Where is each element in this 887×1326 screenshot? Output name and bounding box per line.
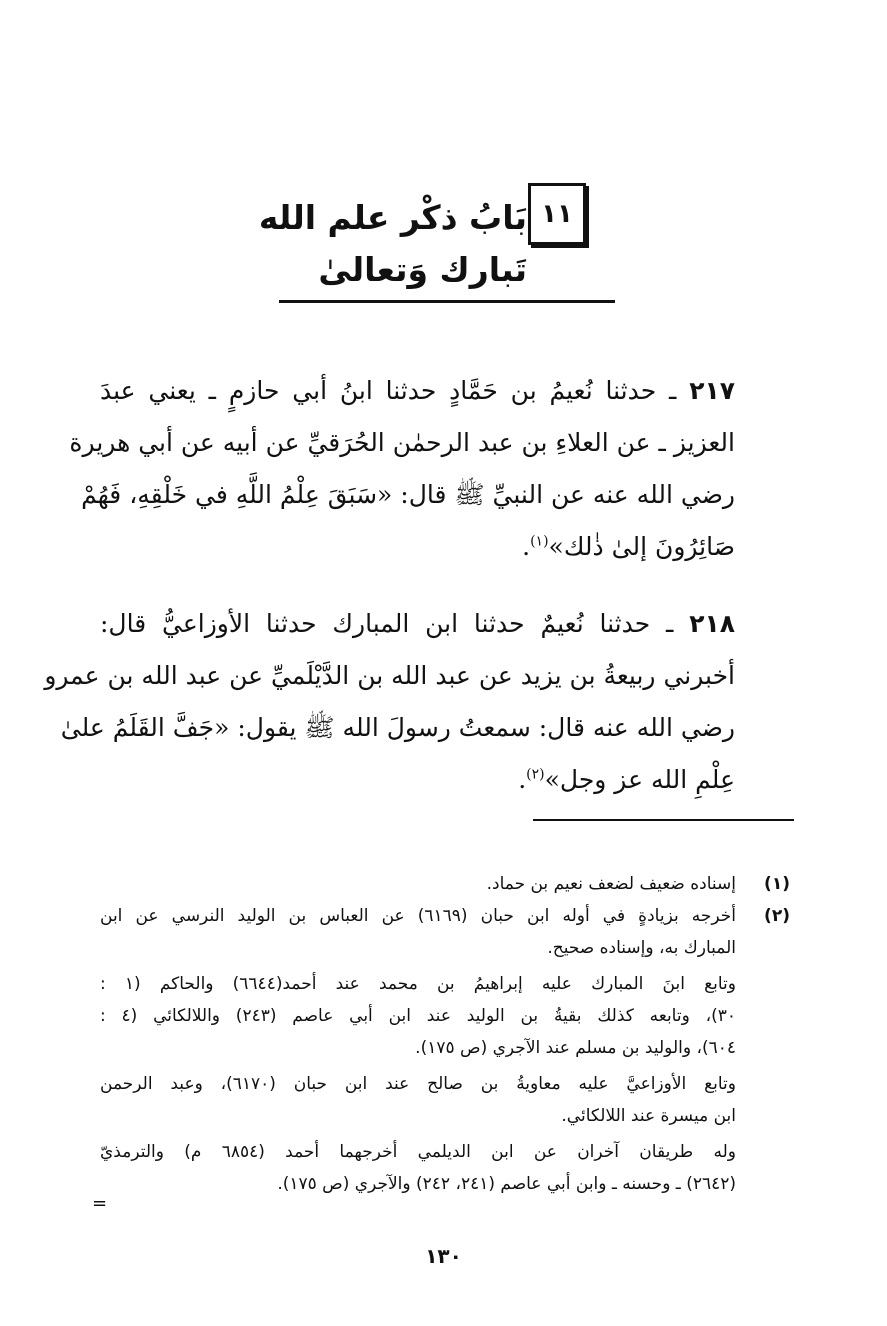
footnote-line: المبارك به، وإسناده صحيح. <box>547 938 736 958</box>
chapter-number: ١١ <box>541 199 573 229</box>
footnote-reference[interactable]: (٢) <box>526 766 545 783</box>
chapter-number-box <box>528 183 586 245</box>
chapter-title-line-1: بَابُ ذكْر علم الله <box>258 198 527 237</box>
footnote-paragraph <box>100 868 736 900</box>
footnote-reference[interactable]: (١) <box>530 533 549 550</box>
hadith-number: ٢١٨ <box>689 609 735 638</box>
footnote-paragraph <box>100 1136 736 1200</box>
footnote-line: ابن ميسرة عند اللالكائي. <box>561 1106 736 1126</box>
hadith-line: عِلْمِ الله عز وجل»$^{(٢)}$. <box>518 765 735 794</box>
footnote-2 <box>100 900 790 1200</box>
hadith-217 <box>69 365 735 573</box>
hadith-line: رضي الله عنه عن النبيِّ ﷺ قال: «سَبَقَ عِلْمُ اللَّهِ في خَلْقِهِ، فَهُمْ <box>81 480 735 509</box>
footnote-line: أخرجه بزيادةٍ في أوله ابن حبان (٦١٦٩) عن العباس بن الوليد النرسي عن ابن <box>100 906 736 926</box>
continuation-mark: = <box>92 1193 108 1214</box>
footnote-marker: (١) <box>764 874 790 894</box>
chapter-title-line-2: تَبارك وَتعالىٰ <box>318 250 527 289</box>
hadith-text: حدثنا نُعيمٌ حدثنا ابن المبارك حدثنا الأوزاعيُّ قال: <box>100 609 651 638</box>
hadith-number: ٢١٧ <box>689 376 735 405</box>
hadith-line: ٢١٧ ـ حدثنا نُعيمُ بن حَمَّادٍ حدثنا ابنُ أبي حازمٍ ـ يعني عبدَ <box>100 376 735 405</box>
footnote-marker: (٢) <box>764 906 790 926</box>
chapter-title <box>258 192 527 296</box>
footnote-divider <box>533 819 794 821</box>
hadith-text: صَائِرُونَ إلىٰ ذٰلك» <box>548 532 735 561</box>
footnote-paragraph <box>100 1068 736 1132</box>
hadith-line: العزيز ـ عن العلاءِ بن عبد الرحمٰن الحُرَقيِّ عن أبيه عن أبي هريرة <box>69 428 735 457</box>
hadith-text: حدثنا نُعيمُ بن حَمَّادٍ حدثنا ابنُ أبي حازمٍ ـ يعني عبدَ <box>100 376 657 405</box>
hadith-line: أخبرني ربيعةُ بن يزيد عن عبد الله بن الدَّيْلَميِّ عن عبد الله بن عمرو <box>44 661 735 690</box>
footnote-line: ٣٠)، وتابعه كذلك بقيةُ بن الوليد عند ابن أبي عاصم (٢٤٣) واللالكائي (٤ : <box>100 1006 736 1026</box>
footnote-line: وتابع الأوزاعيَّ عليه معاويةُ بن صالح عند ابن حبان (٦١٧٠)، وعبد الرحمن <box>100 1074 736 1094</box>
hadith-line: ٢١٨ ـ حدثنا نُعيمٌ حدثنا ابن المبارك حدثنا الأوزاعيُّ قال: <box>100 609 735 638</box>
footnotes <box>100 868 790 1200</box>
footnote-line: وله طريقان آخران عن ابن الديلمي أخرجهما أحمد (٦٨٥٤ م) والترمذيّ <box>100 1142 736 1162</box>
footnote-line: (٢٦٤٢) ـ وحسنه ـ وابن أبي عاصم (٢٤١، ٢٤٢) والآجري (ص ١٧٥). <box>277 1174 736 1194</box>
footnote-paragraph <box>100 968 736 1064</box>
hadith-line: رضي الله عنه قال: سمعتُ رسولَ الله ﷺ يقول: «جَفَّ القَلَمُ علىٰ <box>60 713 735 742</box>
footnote-line: ٦٠٤)، والوليد بن مسلم عند الآجري (ص ١٧٥). <box>415 1038 736 1058</box>
hadith-line: صَائِرُونَ إلىٰ ذٰلك»$^{(١)}$. <box>522 532 735 561</box>
page-number: ١٣٠ <box>425 1244 462 1268</box>
footnote-1 <box>100 868 790 900</box>
footnote-line: وتابع ابنَ المبارك عليه إبراهيمُ بن محمد عند أحمد(٦٦٤٤) والحاكم (١ : <box>100 974 736 994</box>
chapter-divider <box>279 300 615 303</box>
hadith-218 <box>44 598 735 806</box>
footnote-line: إسناده ضعيف لضعف نعيم بن حماد. <box>486 874 736 894</box>
hadith-text: عِلْمِ الله عز وجل» <box>544 765 735 794</box>
footnote-paragraph <box>100 900 736 964</box>
